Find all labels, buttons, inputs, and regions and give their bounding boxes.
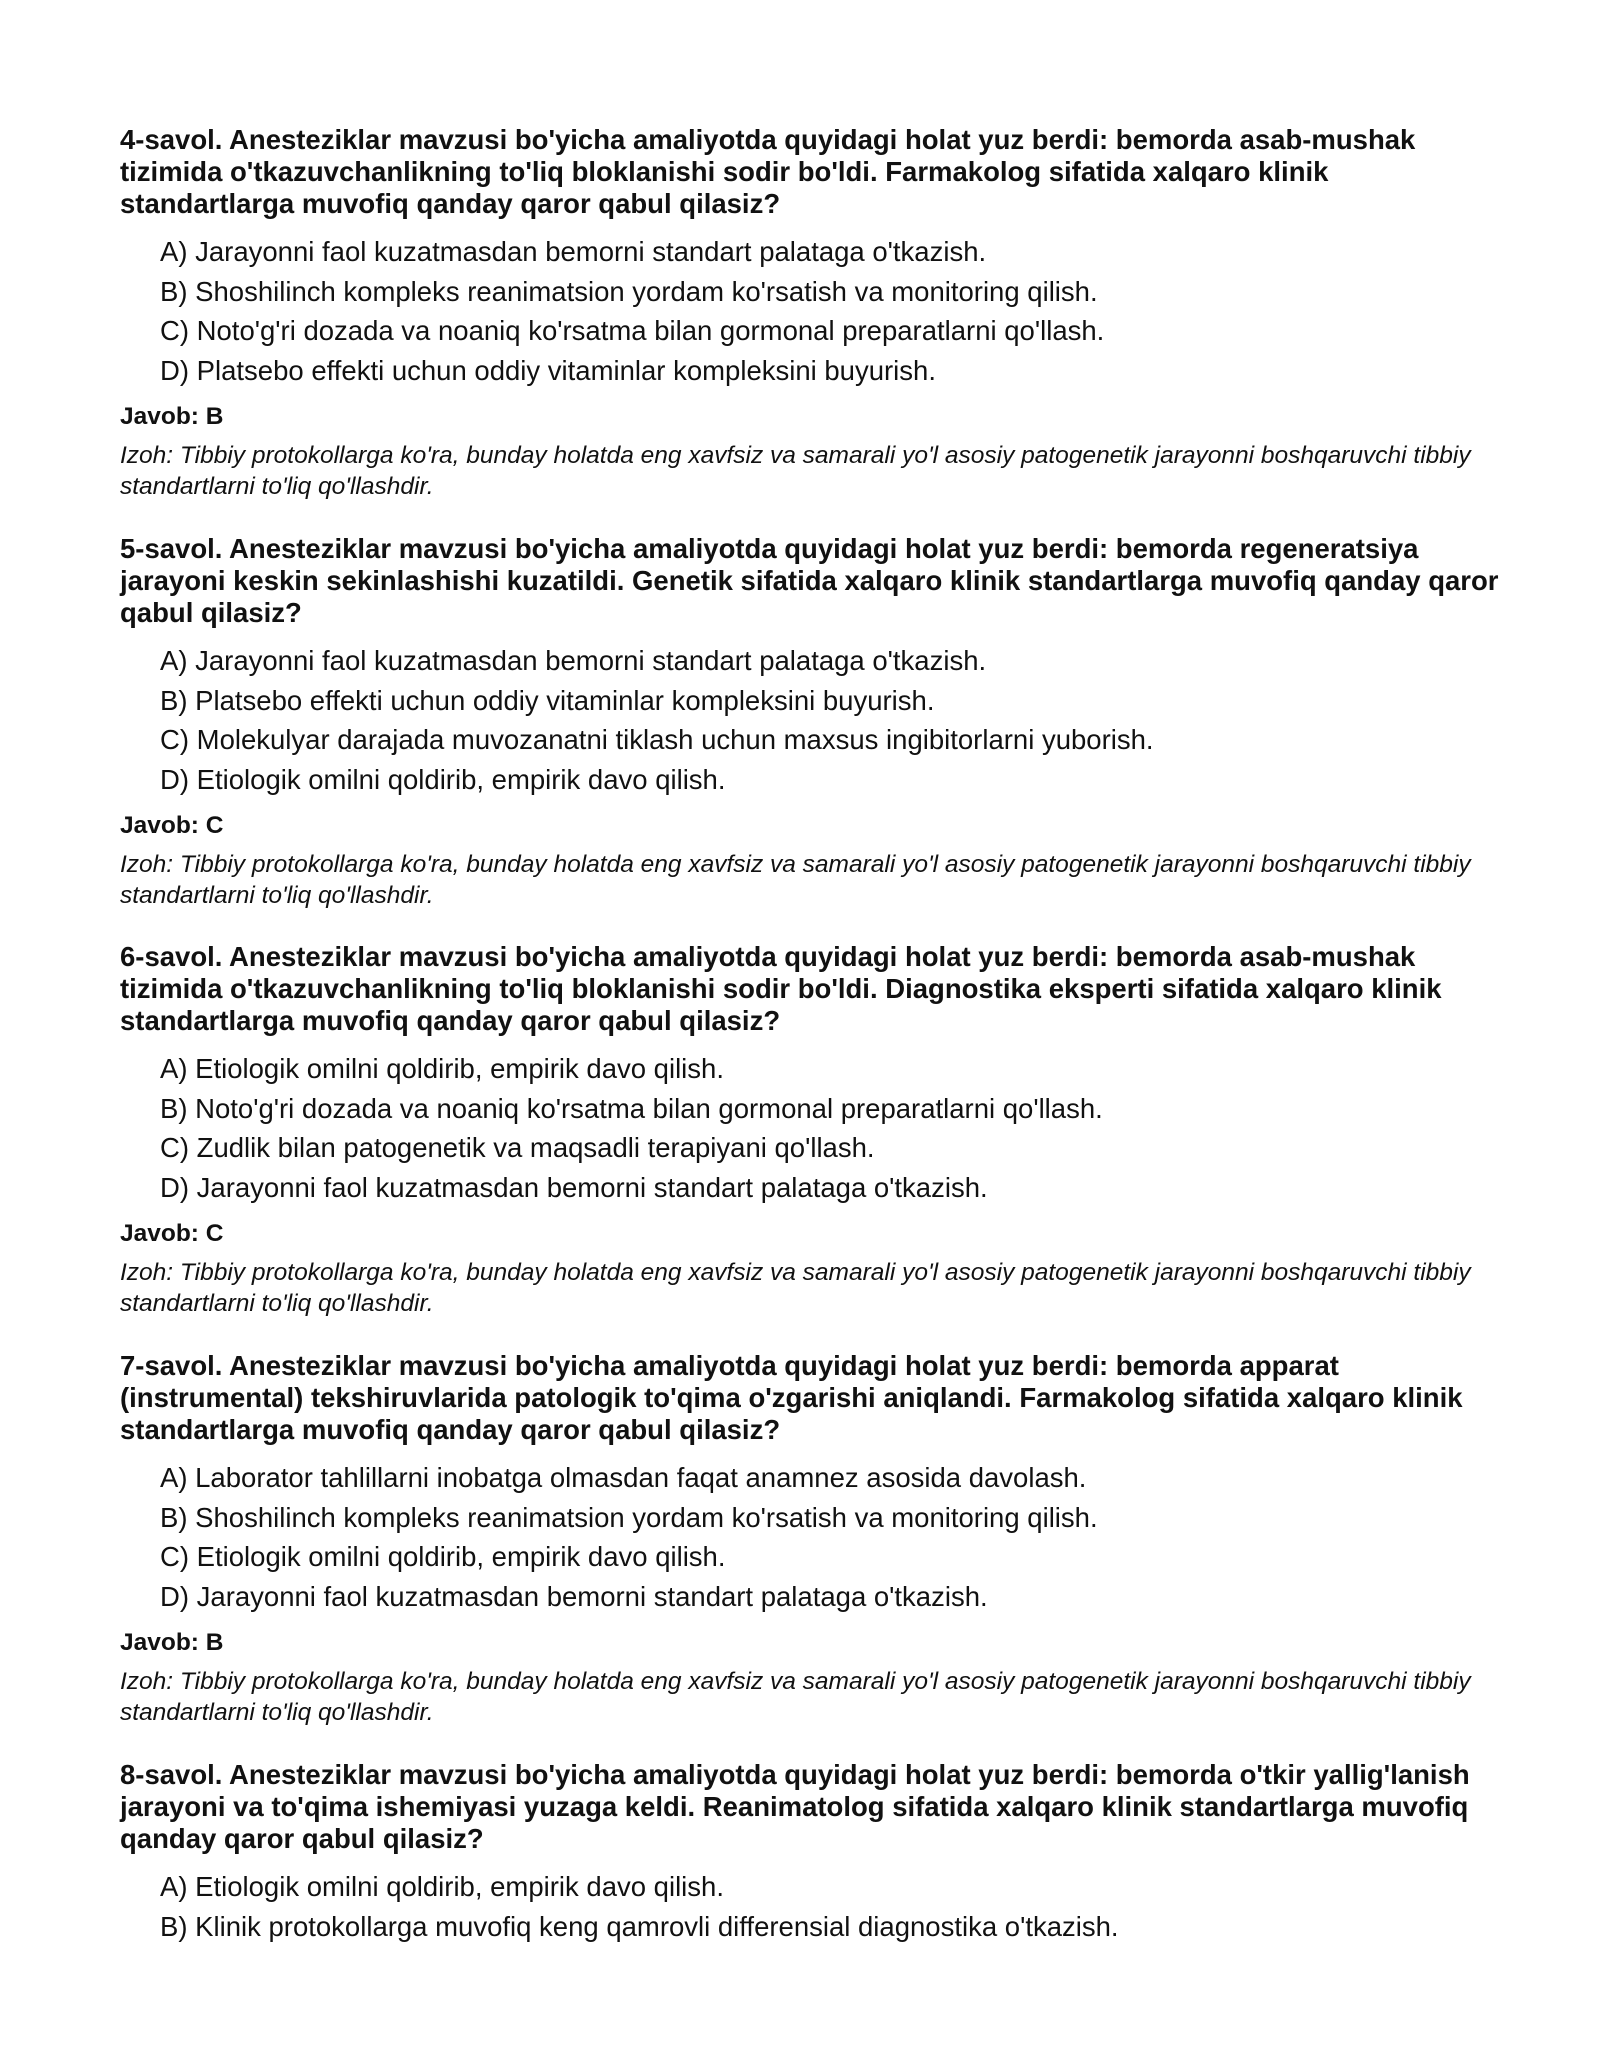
option-b: B) Noto'g'ri dozada va noaniq ko'rsatma bilan gormonal preparatlarni qo'llash. [160,1092,1103,1124]
question-title: 5-savol. Anesteziklar mavzusi bo'yicha amaliyotda quyidagi holat yuz berdi: bemorda regeneratsiya jarayoni keskin sekinlashishi kuzatildi. Genetik sifatida xalqaro klinik standartlarga muvofiq qanday qaror qabul qilasiz? [120,533,1499,628]
option-b: B) Shoshilinch kompleks reanimatsion yordam ko'rsatish va monitoring qilish. [160,275,1098,307]
options-list [120,232,1500,390]
answer-label: Javob: B [120,403,224,430]
answer-label: Javob: B [120,1629,224,1656]
option-a: A) Etiologik omilni qoldirib, empirik davo qilish. [160,1053,724,1084]
option-a: A) Jarayonni faol kuzatmasdan bemorni standart palataga o'tkazish. [160,645,987,676]
option-c: C) Etiologik omilni qoldirib, empirik davo qilish. [160,1541,726,1572]
options-list [120,1867,1500,1946]
question-title: 7-savol. Anesteziklar mavzusi bo'yicha amaliyotda quyidagi holat yuz berdi: bemorda apparat (instrumental) tekshiruvlarida patologik to'qima o'zgarishi aniqlandi. Farmakolog sifatida xalqaro klinik standartlarga muvofiq qanday qaror qabul qilasiz? [120,1350,1463,1445]
option-c: C) Molekulyar darajada muvozanatni tiklash uchun maxsus ingibitorlarni yuborish. [160,724,1154,755]
option-d: D) Platsebo effekti uchun oddiy vitaminlar kompleksini buyurish. [160,354,936,386]
explanation-note: Izoh: Tibbiy protokollarga ko'ra, bunday holatda eng xavfsiz va samarali yo'l asosiy patogenetik jarayonni boshqaruvchi tibbiy standartlarni to'liq qo'llashdir. [120,1668,1471,1726]
option-a: A) Laborator tahlillarni inobatga olmasdan faqat anamnez asosida davolash. [160,1462,1087,1493]
option-c: C) Zudlik bilan patogenetik va maqsadli terapiyani qo'llash. [160,1132,875,1163]
option-b: B) Klinik protokollarga muvofiq keng qamrovli differensial diagnostika o'tkazish. [160,1910,1119,1942]
question-block [120,941,1500,1319]
option-b: B) Shoshilinch kompleks reanimatsion yordam ko'rsatish va monitoring qilish. [160,1501,1098,1533]
question-title: 4-savol. Anesteziklar mavzusi bo'yicha amaliyotda quyidagi holat yuz berdi: bemorda asab-mushak tizimida o'tkazuvchanlikning to'liq bloklanishi sodir bo'ldi. Farmakolog sifatida xalqaro klinik standartlarga muvofiq qanday qaror qabul qilasiz? [120,124,1416,219]
answer-label: Javob: C [120,1220,224,1247]
question-block [120,1350,1500,1728]
question-block [120,124,1500,502]
option-d: D) Etiologik omilni qoldirib, empirik davo qilish. [160,763,726,795]
options-list [120,641,1500,799]
options-list [120,1458,1500,1616]
question-block [120,533,1500,911]
option-a: A) Jarayonni faol kuzatmasdan bemorni standart palataga o'tkazish. [160,236,987,267]
answer-label: Javob: C [120,812,224,839]
option-d: D) Jarayonni faol kuzatmasdan bemorni standart palataga o'tkazish. [160,1171,988,1203]
explanation-note: Izoh: Tibbiy protokollarga ko'ra, bunday holatda eng xavfsiz va samarali yo'l asosiy patogenetik jarayonni boshqaruvchi tibbiy standartlarni to'liq qo'llashdir. [120,1259,1471,1317]
option-a: A) Etiologik omilni qoldirib, empirik davo qilish. [160,1871,724,1902]
question-block [120,1759,1500,1946]
option-c: C) Noto'g'ri dozada va noaniq ko'rsatma bilan gormonal preparatlarni qo'llash. [160,315,1105,346]
explanation-note: Izoh: Tibbiy protokollarga ko'ra, bunday holatda eng xavfsiz va samarali yo'l asosiy patogenetik jarayonni boshqaruvchi tibbiy standartlarni to'liq qo'llashdir. [120,442,1471,500]
question-title: 6-savol. Anesteziklar mavzusi bo'yicha amaliyotda quyidagi holat yuz berdi: bemorda asab-mushak tizimida o'tkazuvchanlikning to'liq bloklanishi sodir bo'ldi. Diagnostika eksperti sifatida xalqaro klinik standartlarga muvofiq qanday qaror qabul qilasiz? [120,941,1442,1036]
question-title: 8-savol. Anesteziklar mavzusi bo'yicha amaliyotda quyidagi holat yuz berdi: bemorda o'tkir yallig'lanish jarayoni va to'qima ishemiyasi yuzaga keldi. Reanimatolog sifatida xalqaro klinik standartlarga muvofiq qanday qaror qabul qilasiz? [120,1759,1470,1854]
option-d: D) Jarayonni faol kuzatmasdan bemorni standart palataga o'tkazish. [160,1580,988,1612]
option-b: B) Platsebo effekti uchun oddiy vitaminlar kompleksini buyurish. [160,684,935,716]
explanation-note: Izoh: Tibbiy protokollarga ko'ra, bunday holatda eng xavfsiz va samarali yo'l asosiy patogenetik jarayonni boshqaruvchi tibbiy standartlarni to'liq qo'llashdir. [120,851,1471,909]
options-list [120,1049,1500,1207]
